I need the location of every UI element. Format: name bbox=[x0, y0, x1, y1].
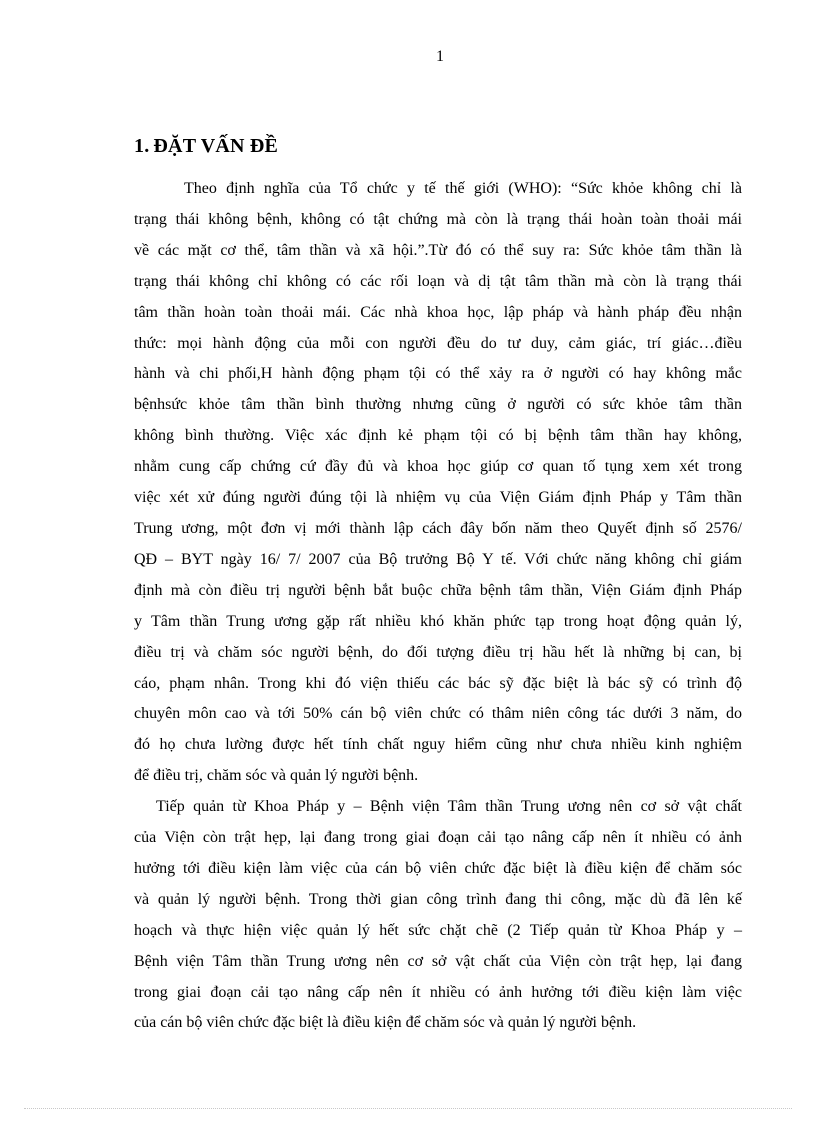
text-line: y Tâm thần Trung ương gặp rất nhiều khó khăn phức tạp trong hoạt động quản lý, bbox=[134, 612, 742, 630]
text-line: của cán bộ viên chức đặc biệt là điều kiện để chăm sóc và quản lý người bệnh. bbox=[134, 1014, 637, 1032]
paragraph-introduction bbox=[134, 174, 742, 792]
text-line: đó họ chưa lường được hết tính chất nguy hiểm cũng như chưa nhiều kinh nghiệm bbox=[134, 736, 742, 754]
text-line: hành và chi phối,H hành động phạm tội có thể xảy ra ở người có hay không mắc bbox=[134, 365, 742, 383]
text-line: QĐ – BYT ngày 16/ 7/ 2007 của Bộ trưởng Bộ Y tế. Với chức năng không chỉ giám bbox=[134, 550, 742, 568]
text-line: trong giai đoạn cải tạo nâng cấp nên ít nhiều có ảnh hưởng tới điều kiện làm việc bbox=[134, 983, 742, 1001]
text-line: trạng thái không chỉ không có các rối loạn và dị tật tâm thần mà còn là trạng thái bbox=[134, 272, 742, 290]
text-line: trạng thái không bệnh, không có tật chứng mà còn là trạng thái hoàn toàn thoải mái bbox=[134, 210, 742, 228]
text-line: thức: mọi hành động của mỗi con người đều do tư duy, cảm giác, trí giác…điều bbox=[134, 334, 742, 352]
text-line: Theo định nghĩa của Tổ chức y tế thế giới (WHO): “Sức khỏe không chỉ là bbox=[184, 180, 742, 197]
section-number: 1. bbox=[134, 135, 150, 157]
text-line: định mà còn điều trị người bệnh bắt buộc chữa bệnh tâm thần, Viện Giám định Pháp bbox=[134, 581, 742, 599]
text-line: của Viện còn trật hẹp, lại đang trong giai đoạn cải tạo nâng cấp nên ít nhiều có ảnh bbox=[134, 829, 742, 847]
section-heading bbox=[134, 133, 278, 159]
text-line: về các mặt cơ thể, tâm thần và xã hội.”.Từ đó có thể suy ra: Sức khỏe tâm thần là bbox=[134, 241, 742, 259]
text-line: chuyên môn cao và tới 50% cán bộ viên chức có thâm niên công tác dưới 3 năm, do bbox=[134, 705, 742, 723]
text-line: việc xét xử đúng người đúng tội là nhiệm vụ của Viện Giám định Pháp y Tâm thần bbox=[134, 489, 742, 507]
text-line: nhằm cung cấp chứng cứ đầy đủ và khoa học giúp cơ quan tố tụng xem xét trong bbox=[134, 458, 742, 476]
text-line: để điều trị, chăm sóc và quản lý người bệnh. bbox=[134, 767, 419, 785]
section-title: ĐẶT VẤN ĐỀ bbox=[153, 135, 279, 157]
text-line: hưởng tới điều kiện làm việc của cán bộ viên chức đặc biệt là điều kiện để chăm sóc bbox=[134, 859, 742, 877]
text-line: cáo, phạm nhân. Trong khi đó viện thiếu các bác sỹ đặc biệt là bác sỹ có trình độ bbox=[134, 674, 742, 692]
page-number: 1 bbox=[436, 48, 444, 65]
paragraph-facility bbox=[134, 792, 742, 1039]
text-line: không bình thường. Việc xác định kẻ phạm tội có bị bệnh tâm thần hay không, bbox=[134, 427, 742, 445]
text-line: và quản lý người bệnh. Trong thời gian công trình đang thi công, mặc dù đã lên kế bbox=[134, 890, 742, 908]
text-line: Tiếp quản từ Khoa Pháp y – Bệnh viện Tâm thần Trung ương nên cơ sở vật chất bbox=[156, 798, 742, 816]
text-line: hoạch và thực hiện việc quản lý hết sức chặt chẽ (2 Tiếp quản từ Khoa Pháp y – bbox=[134, 921, 742, 939]
text-line: bệnhsức khỏe tâm thần bình thường nhưng cũng ở người có sức khỏe tâm thần bbox=[134, 396, 742, 414]
text-line: Bệnh viện Tâm thần Trung ương nên cơ sở vật chất của Viện còn trật hẹp, lại đang bbox=[134, 952, 742, 970]
footer-rule bbox=[24, 1108, 792, 1109]
text-line: tâm thần hoàn toàn thoải mái. Các nhà khoa học, lập pháp và hành pháp đều nhận bbox=[134, 303, 742, 321]
body-text bbox=[134, 174, 742, 1039]
text-line: điều trị và chăm sóc người bệnh, do đối tượng điều trị hầu hết là những bị can, bị bbox=[134, 643, 742, 661]
text-line: Trung ương, một đơn vị mới thành lập cách đây bốn năm theo Quyết định số 2576/ bbox=[134, 519, 742, 537]
